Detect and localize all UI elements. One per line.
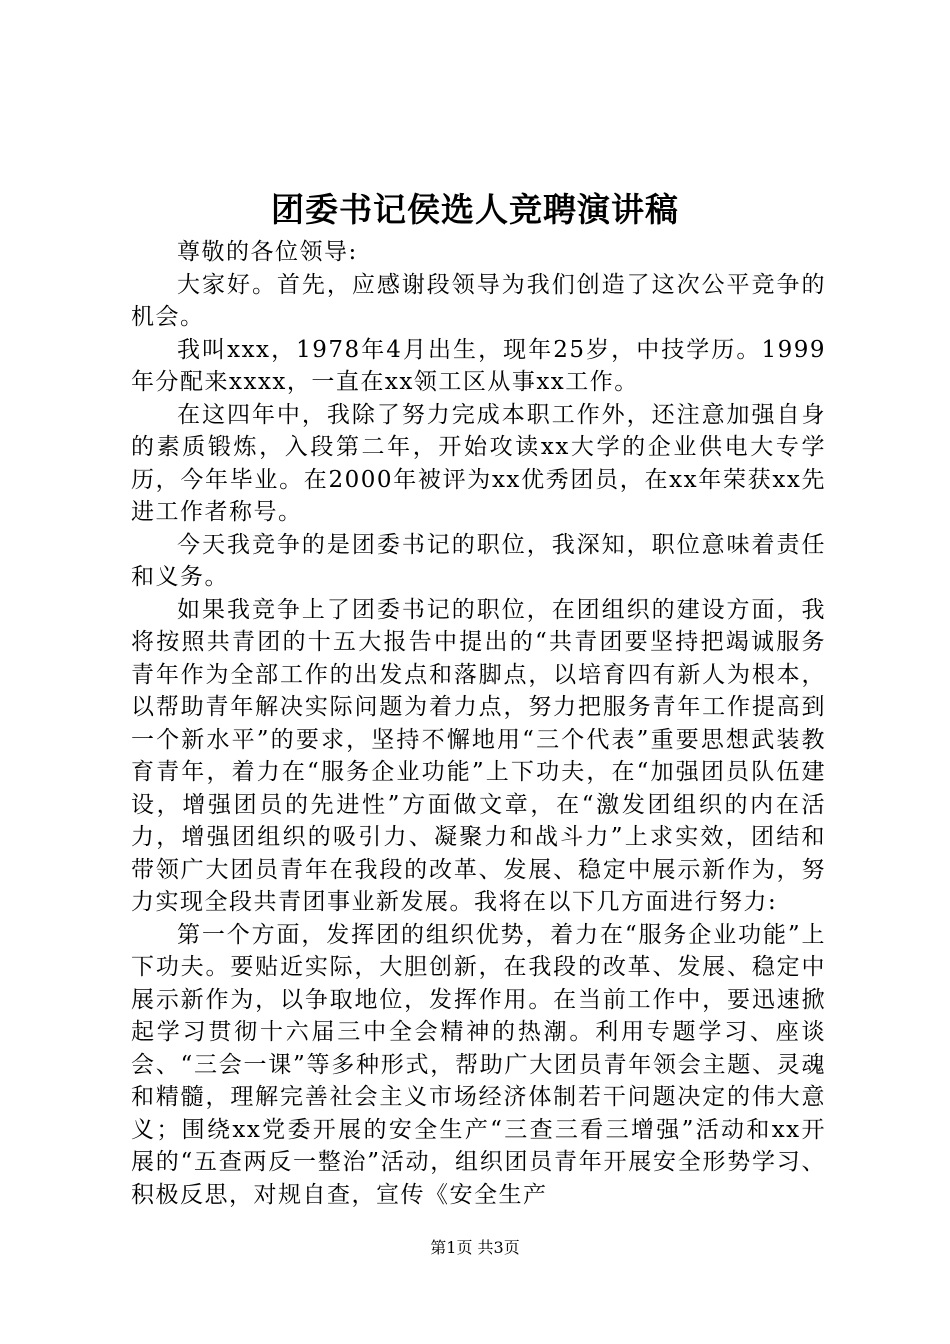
position-paragraph: 今天我竞争的是团委书记的职位，我深知，职位意味着责任和义务。 xyxy=(131,531,826,590)
document-title: 团委书记侯选人竞聘演讲稿 xyxy=(271,190,679,229)
page-number: 第1页 共3页 xyxy=(430,1238,520,1257)
greeting-paragraph: 大家好。首先，应感谢段领导为我们创造了这次公平竞争的机会。 xyxy=(131,271,826,330)
self-introduction-paragraph: 我叫xxx，1978年4月出生，现年25岁，中技学历。1999年分配来xxxx，一直在xx领工区从事xx工作。 xyxy=(131,336,826,395)
experience-paragraph: 在这四年中，我除了努力完成本职工作外，还注意加强自身的素质锻炼，入段第二年，开始攻读xx大学的企业供电大专学历，今年毕业。在2000年被评为xx优秀团员，在xx年荣获xx先进工作者称号。 xyxy=(131,401,826,525)
salutation-paragraph: 尊敬的各位领导: xyxy=(177,239,358,265)
plan-paragraph: 如果我竞争上了团委书记的职位，在团组织的建设方面，我将按照共青团的十五大报告中提出的“共青团要坚持把竭诚服务青年作为全部工作的出发点和落脚点，以培育四有新人为根本，以帮助青年解决实际问题为着力点，努力把服务青年工作提高到一个新水平”的要求，坚持不懈地用“三个代表”重要思想武装教育青年，着力在“服务企业功能”上下功夫，在“加强团员队伍建设，增强团员的先进性”方面做文章，在“激发团组织的内在活力，增强团组织的吸引力、凝聚力和战斗力”上求实效，团结和带领广大团员青年在我段的改革、发展、稳定中展示新作为，努力实现全段共青团事业新发展。我将在以下几方面进行努力: xyxy=(131,596,826,915)
document-body xyxy=(131,236,826,1211)
first-aspect-paragraph: 第一个方面，发挥团的组织优势，着力在“服务企业功能”上下功夫。要贴近实际，大胆创新，在我段的改革、发展、稳定中展示新作为，以争取地位，发挥作用。在当前工作中，要迅速掀起学习贯彻十六届三中全会精神的热潮。利用专题学习、座谈会、“三会一课”等多种形式，帮助广大团员青年领会主题、灵魂和精髓，理解完善社会主义市场经济体制若干问题决定的伟大意义；围绕xx党委开展的安全生产“三查三看三增强”活动和xx开展的“五查两反一整治”活动，组织团员青年开展安全形势学习、积极反思，对规自查，宣传《安全生产 xyxy=(131,921,826,1208)
